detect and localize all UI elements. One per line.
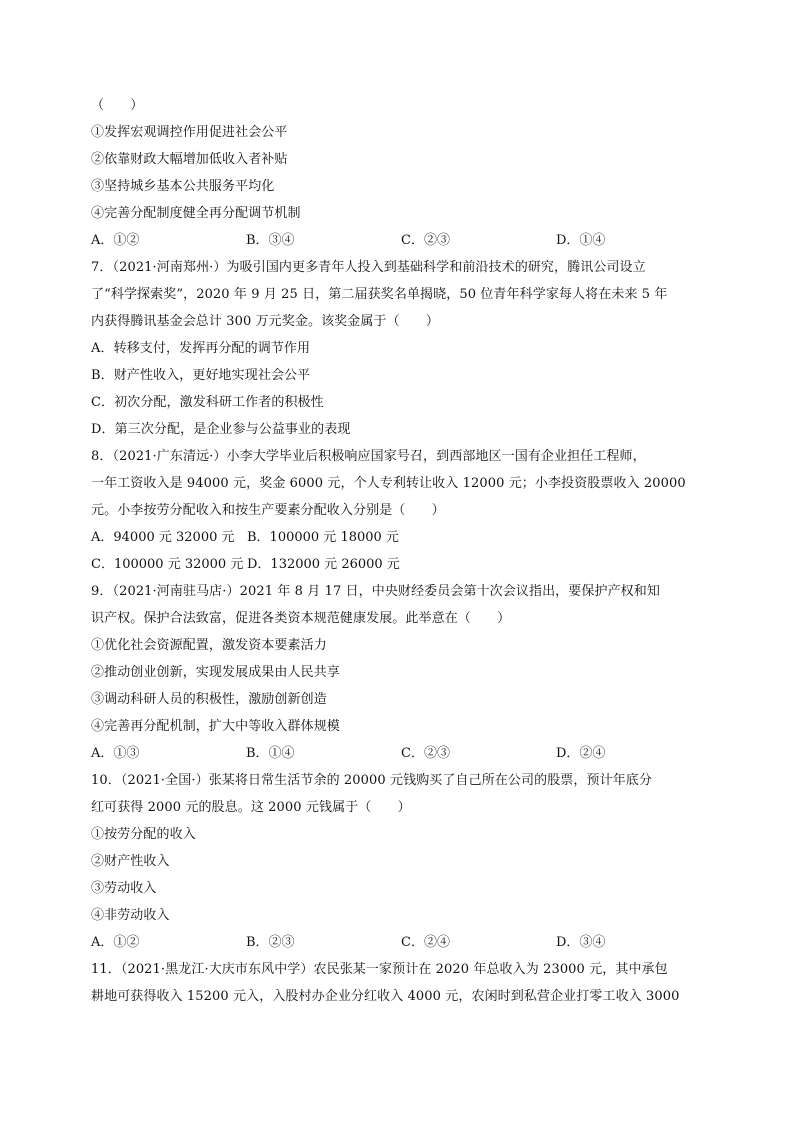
q7-option-c: C．初次分配，激发科研工作者的积极性 — [91, 395, 324, 410]
prev-question-item-1: ①发挥宏观调控作用促进社会公平 — [91, 125, 288, 140]
q9-stem-line-1: 9．（2021·河南驻马店·）2021 年 8 月 17 日，中央财经委员会第十次会议指出，要保护产权和知 — [91, 584, 660, 599]
q10-options — [91, 929, 703, 956]
q8-option-d: D．132000 元 26000 元 — [247, 557, 400, 572]
prev-question-option-d: D．①④ — [556, 233, 606, 248]
q10-item-3: ③劳动收入 — [91, 881, 157, 896]
q9-item-2: ②推动创业创新，实现发展成果由人民共享 — [91, 665, 340, 680]
q9-option-c: C．②③ — [401, 746, 450, 761]
q8-stem-line-1: 8．（2021·广东清远·）小李大学毕业后积极响应国家号召，到西部地区一国有企业担任工程师， — [91, 449, 646, 464]
q10-option-b: B．②③ — [246, 935, 295, 950]
q10-stem-line-1: 10．（2021·全国·）张某将日常生活节余的 20000 元钱购买了自己所在公司的股票，预计年底分 — [91, 773, 653, 788]
q8-option-b: B．100000 元 18000 元 — [247, 530, 399, 545]
q9-options — [91, 740, 703, 767]
q11-stem-line-1: 11．（2021·黑龙江·大庆市东风中学）农民张某一家预计在 2020 年总收入为 23000 元，其中承包 — [91, 962, 668, 977]
prev-question-item-2: ②依靠财政大幅增加低收入者补贴 — [91, 152, 288, 167]
prev-question-option-c: C．②③ — [401, 233, 450, 248]
q9-item-3: ③调动科研人员的积极性，激励创新创造 — [91, 692, 327, 707]
q10-option-d: D．③④ — [556, 935, 606, 950]
q8-options-row-1 — [91, 524, 703, 551]
q7-option-b: B．财产性收入，更好地实现社会公平 — [91, 368, 311, 383]
q9-option-a: A．①③ — [91, 746, 140, 761]
q8-option-a: A．94000 元 32000 元 — [91, 530, 235, 545]
q10-item-2: ②财产性收入 — [91, 854, 170, 869]
prev-question-option-a: A．①② — [91, 233, 140, 248]
q9-stem-line-2: 识产权。保护合法致富，促进各类资本规范健康发展。此举意在（ ） — [91, 611, 511, 626]
q7-stem-line-2: 了“科学探索奖”，2020 年 9 月 25 日，第二届获奖名单揭晓，50 位青年科学家每人将在未来 5 年 — [91, 287, 668, 302]
q10-stem-line-2: 红可获得 2000 元的股息。这 2000 元钱属于（ ） — [91, 800, 411, 815]
q10-item-1: ①按劳分配的收入 — [91, 827, 196, 842]
prev-question-options — [91, 227, 703, 254]
question-content — [91, 92, 703, 1010]
q8-stem-line-3: 元。小李按劳分配收入和按生产要素分配收入分别是（ ） — [91, 503, 445, 518]
q9-item-1: ①优化社会资源配置，激发资本要素活力 — [91, 638, 327, 653]
q10-item-4: ④非劳动收入 — [91, 908, 170, 923]
q7-stem-line-1: 7．（2021·河南郑州·）为吸引国内更多青年人投入到基础科学和前沿技术的研究，腾讯公司设立 — [91, 260, 646, 275]
q8-stem-line-2: 一年工资收入是 94000 元，奖金 6000 元，个人专利转让收入 12000 元；小李投资股票收入 20000 — [91, 476, 686, 491]
prev-question-option-b: B．③④ — [246, 233, 295, 248]
q9-item-4: ④完善再分配机制，扩大中等收入群体规模 — [91, 719, 340, 734]
q8-option-c: C．100000 元 32000 元 — [91, 557, 244, 572]
q10-option-a: A．①② — [91, 935, 140, 950]
q9-option-b: B．①④ — [246, 746, 295, 761]
prev-question-stem-tail: （ ） — [91, 98, 144, 113]
q9-option-d: D．②④ — [556, 746, 606, 761]
q8-options-row-2 — [91, 551, 703, 578]
q10-option-c: C．②④ — [401, 935, 450, 950]
q11-stem-line-2: 耕地可获得收入 15200 元入，入股村办企业分红收入 4000 元，农闲时到私营企业打零工收入 3000 — [91, 989, 680, 1004]
prev-question-item-4: ④完善分配制度健全再分配调节机制 — [91, 206, 301, 221]
q7-stem-line-3: 内获得腾讯基金会总计 300 万元奖金。该奖金属于（ ） — [91, 314, 439, 329]
q7-option-a: A．转移支付，发挥再分配的调节作用 — [91, 341, 311, 356]
prev-question-item-3: ③坚持城乡基本公共服务平均化 — [91, 179, 275, 194]
q7-option-d: D．第三次分配，是企业参与公益事业的表现 — [91, 422, 351, 437]
